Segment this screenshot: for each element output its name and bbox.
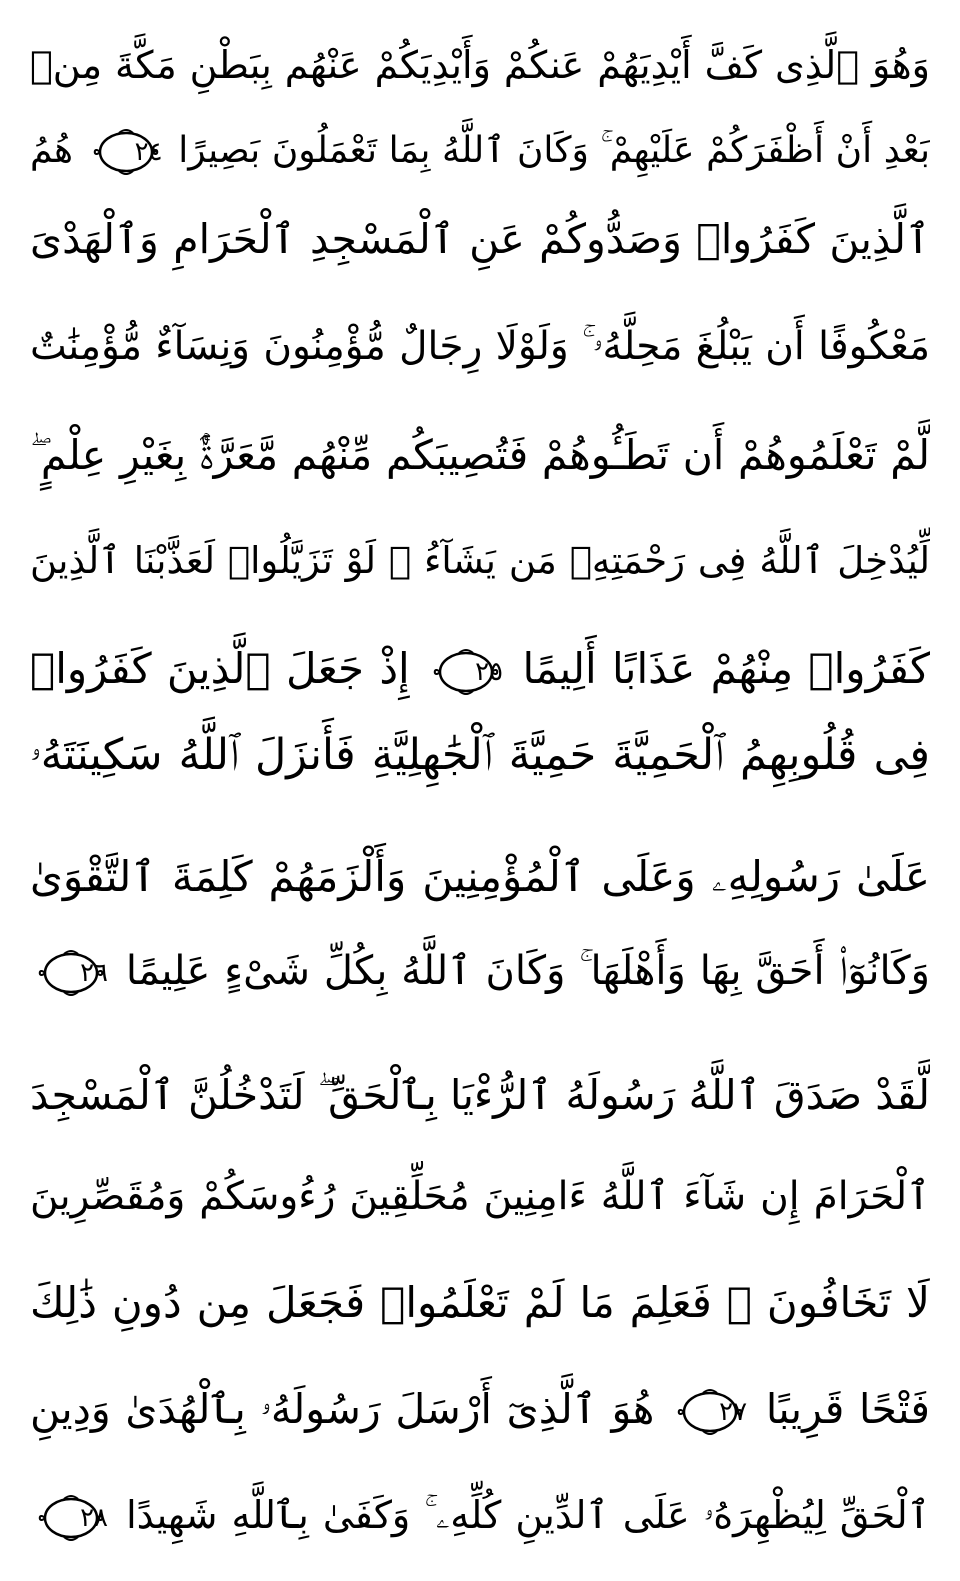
verse-text: هُمُ (30, 130, 73, 171)
text-line (30, 304, 930, 390)
verse-text: ٱلَّذِينَ كَفَرُوا۟ وَصَدُّوكُمْ عَنِ ٱلْمَسْجِدِ ٱلْحَرَامِ وَٱلْهَدْىَ (30, 215, 930, 263)
ayah-number: ٢٧ (719, 1397, 748, 1427)
ayah-end-marker (673, 1387, 747, 1437)
ayah-number: ٢٦ (80, 958, 108, 988)
text-line (30, 22, 930, 108)
verse-text: هُوَ ٱلَّذِىٓ أَرْسَلَ رَسُولَهُۥ بِٱلْهُدَىٰ وَدِينِ (30, 1385, 655, 1433)
ayah-end-marker (34, 1493, 108, 1543)
ayah-end-marker (89, 127, 163, 177)
text-line (30, 1154, 930, 1240)
ayah-number: ٢٤ (134, 137, 163, 167)
verse-text: بَعْدِ أَنْ أَظْفَرَكُمْ عَلَيْهِمْ ۚ وَكَانَ ٱللَّهُ بِمَا تَعْمَلُونَ بَصِيرًا (178, 130, 930, 171)
verse-text: مَعْكُوفًا أَن يَبْلُغَ مَحِلَّهُۥ ۚ وَلَوْلَا رِجَالٌ مُّؤْمِنُونَ وَنِسَآءٌ مُّؤْمِنَٰتٌ (30, 324, 930, 369)
verse-text: عَلَىٰ رَسُولِهِۦ وَعَلَى ٱلْمُؤْمِنِينَ وَأَلْزَمَهُمْ كَلِمَةَ ٱلتَّقْوَىٰ (30, 852, 930, 901)
verse-text: لَّمْ تَعْلَمُوهُمْ أَن تَطَـُٔوهُمْ فَتُصِيبَكُم مِّنْهُم مَّعَرَّةٌۢ بِغَيْرِ عِلْمٍ ۖ (30, 431, 930, 479)
text-line (30, 518, 930, 604)
verse-text: لَا تَخَافُونَ ۖ فَعَلِمَ مَا لَمْ تَعْلَمُوا۟ فَجَعَلَ مِن دُونِ ذَٰلِكَ (30, 1278, 930, 1327)
text-line (30, 712, 930, 798)
text-line (30, 108, 930, 194)
text-line (30, 834, 930, 920)
verse-text: وَكَانُوٓا۟ أَحَقَّ بِهَا وَأَهْلَهَا ۚ وَكَانَ ٱللَّهُ بِكُلِّ شَىْءٍ عَلِيمًا (125, 948, 930, 994)
ayah-number: ٢٥ (475, 656, 504, 687)
verse-text: فِى قُلُوبِهِمُ ٱلْحَمِيَّةَ حَمِيَّةَ ٱلْجَٰهِلِيَّةِ فَأَنزَلَ ٱللَّهُ سَكِينَتَهُۥ (30, 730, 930, 780)
ayah-end-marker (34, 948, 108, 998)
text-line (30, 626, 930, 712)
text-line (30, 412, 930, 498)
verse-text: وَهُوَ ٱلَّذِى كَفَّ أَيْدِيَهُمْ عَنكُمْ وَأَيْدِيَكُمْ عَنْهُم بِبَطْنِ مَكَّةَ مِنۢ (30, 43, 930, 87)
verse-text: ٱلْحَرَامَ إِن شَآءَ ٱللَّهُ ءَامِنِينَ مُحَلِّقِينَ رُءُوسَكُمْ وَمُقَصِّرِينَ (30, 1174, 930, 1219)
verse-text: لِّيُدْخِلَ ٱللَّهُ فِى رَحْمَتِهِۦ مَن يَشَآءُ ۚ لَوْ تَزَيَّلُوا۟ لَعَذَّبْنَا ٱلَّذِينَ (30, 539, 930, 582)
text-line (30, 196, 930, 282)
verse-text: ٱلْحَقِّ لِيُظْهِرَهُۥ عَلَى ٱلدِّينِ كُلِّهِۦ ۚ وَكَفَىٰ بِٱللَّهِ شَهِيدًا (126, 1493, 930, 1537)
text-line (30, 1366, 930, 1452)
verse-text: لَّقَدْ صَدَقَ ٱللَّهُ رَسُولَهُ ٱلرُّءْيَا بِٱلْحَقِّ ۖ لَتَدْخُلُنَّ ٱلْمَسْجِدَ (30, 1071, 930, 1119)
ayah-number: ٢٨ (80, 1502, 108, 1533)
verse-text: كَفَرُوا۟ مِنْهُمْ عَذَابًا أَلِيمًا (522, 644, 930, 693)
text-line (30, 928, 930, 1014)
ayah-end-marker (429, 647, 503, 697)
text-line (30, 1260, 930, 1346)
verse-text: فَتْحًا قَرِيبًا (765, 1385, 930, 1433)
text-line (30, 1052, 930, 1138)
verse-text: إِذْ جَعَلَ ٱلَّذِينَ كَفَرُوا۟ (30, 644, 410, 693)
text-line (30, 1472, 930, 1558)
